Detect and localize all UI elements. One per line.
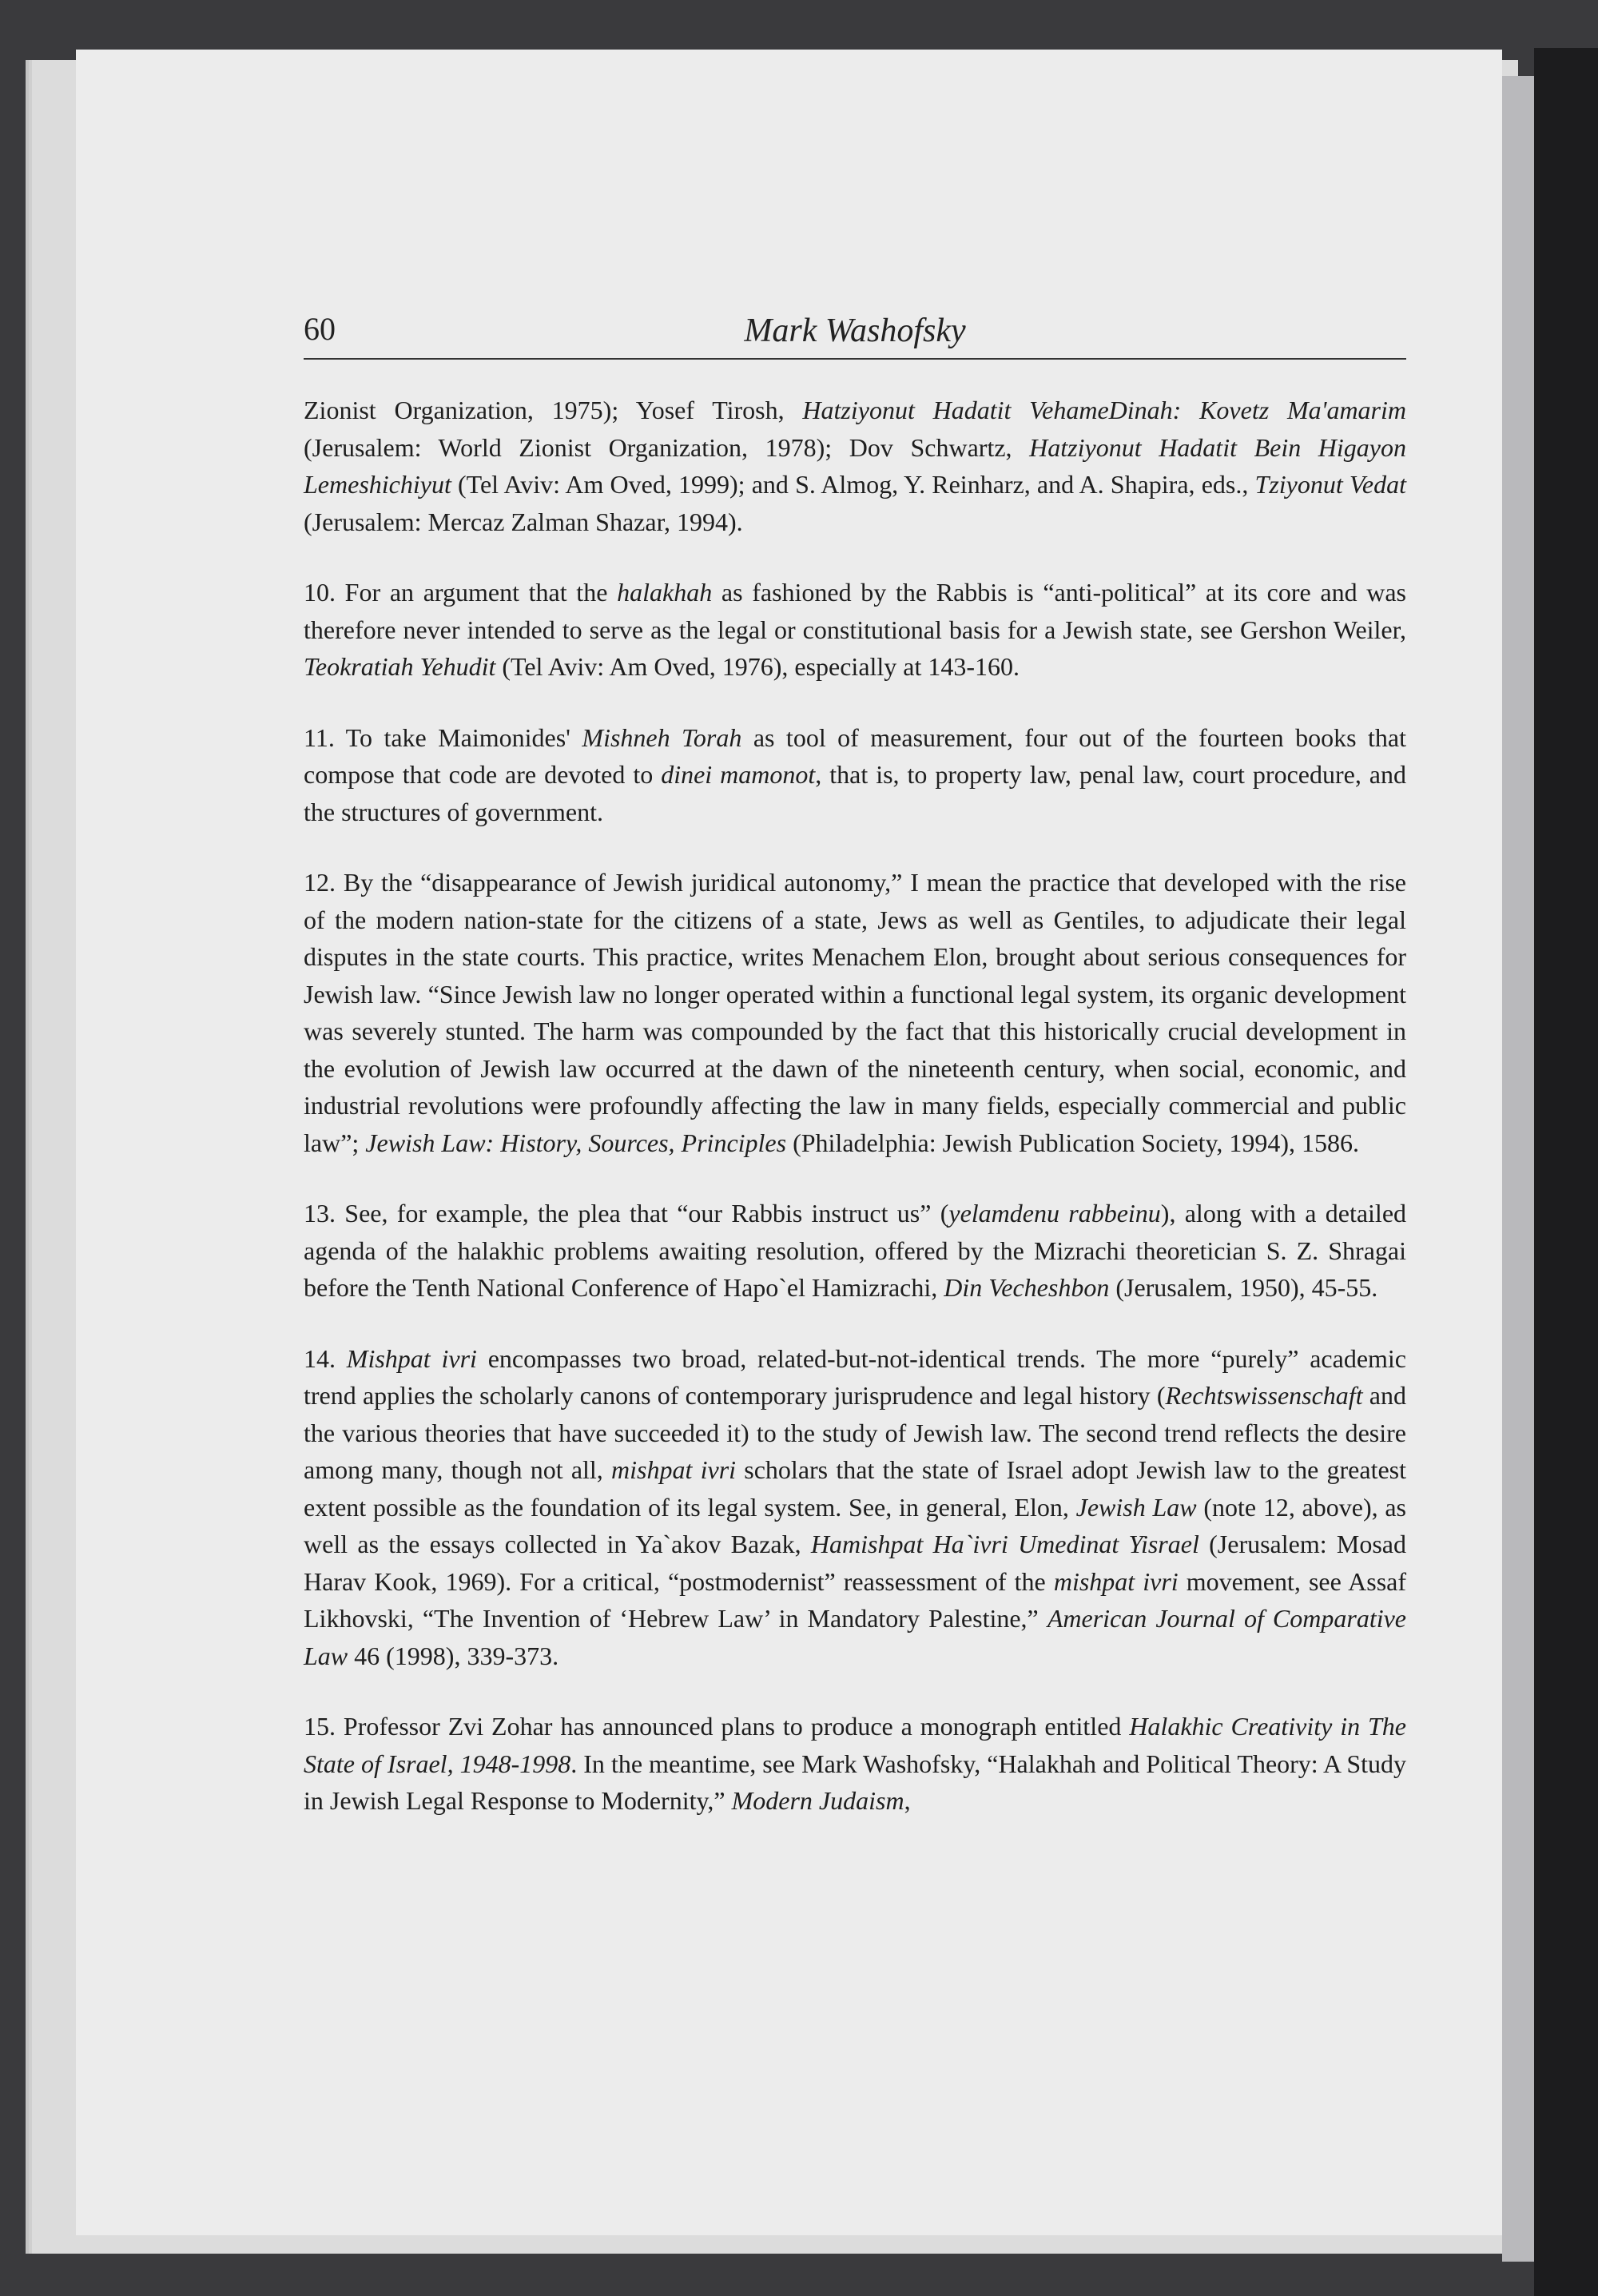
footnote-12: 12. By the “disappearance of Jewish juridical autonomy,” I mean the practice that developed with the rise of the modern nation-state for the citizens of a state, Jews as well as Gentiles, to adjudicate their legal disputes in the state courts. This practice, writes Menachem Elon, brought about serious consequences for Jewish law. “Since Jewish law no longer operated within a functional legal system, its organic development was severely stunted. The harm was compounded by the fact that this historically crucial development in the evolution of Jewish law occurred at the dawn of the nineteenth century, when social, economic, and industrial revolutions were profoundly affecting the law in many fields, especially commercial and public law”; Jewish Law: History, Sources, Principles (Philadelphia: Jewish Publication Society, 1994), 1586. xyxy=(304,868,1406,1157)
background-edge xyxy=(1534,48,1598,2296)
footnote-13: 13. See, for example, the plea that “our Rabbis instruct us” (yelamdenu rabbeinu), along with a detailed agenda of the halakhic problems awaiting resolution, offered by the Mizrachi theoretician S. Z. Shragai before the Tenth National Conference of Hapo`el Hamizrachi, Din Vecheshbon (Jerusalem, 1950), 45-55. xyxy=(304,1199,1407,1302)
page-header xyxy=(304,310,1406,360)
footnotes-body xyxy=(304,392,1406,1853)
footnote-15: 15. Professor Zvi Zohar has announced plans to produce a monograph entitled Halakhic Creativity in The State of Israel, 1948-1998. In the meantime, see Mark Washofsky, “Halakhah and Political Theory: A Study in Jewish Legal Response to Modernity,” Modern Judaism, xyxy=(304,1712,1407,1815)
running-title: Mark Washofsky xyxy=(744,312,966,349)
footnote-10: 10. For an argument that the halakhah as fashioned by the Rabbis is “anti-political” at its core and was therefore never intended to serve as the legal or constitutional basis for a Jewish state, see Gershon Weiler, Teokratiah Yehudit (Tel Aviv: Am Oved, 1976), especially at 143-160. xyxy=(304,578,1407,681)
footnote-14: 14. Mishpat ivri encompasses two broad, related-but-not-identical trends. The more “purely” academic trend applies the scholarly canons of contemporary jurisprudence and legal history (Rechtswissenschaft and the various theories that have succeeded it) to the study of Jewish law. The second trend reflects the desire among many, though not all, mishpat ivri scholars that the state of Israel adopt Jewish law to the greatest extent possible as the foundation of its legal system. See, in general, Elon, Jewish Law (note 12, above), as well as the essays collected in Ya`akov Bazak, Hamishpat Ha`ivri Umedinat Yisrael (Jerusalem: Mosad Harav Kook, 1969). For a critical, “postmodernist” reassessment of the mishpat ivri movement, see Assaf Likhovski, “The Invention of ‘Hebrew Law’ in Mandatory Palestine,” American Journal of Comparative Law 46 (1998), 339-373. xyxy=(304,1343,1407,1670)
footnote-11: 11. To take Maimonides' Mishneh Torah as tool of measurement, four out of the fourteen books that compose that code are devoted to dinei mamonot, that is, to property law, penal law, court procedure, and the structures of government. xyxy=(304,722,1407,826)
next-page-edge xyxy=(1502,76,1534,2262)
page-number: 60 xyxy=(304,311,336,347)
footnote-continuation: Zionist Organization, 1975); Yosef Tirosh, Hatziyonut Hadatit VehameDinah: Kovetz Ma'amarim (Jerusalem: World Zionist Organization, 1978); Dov Schwartz, Hatziyonut Hadatit Bein Higayon Lemeshichiyut (Tel Aviv: Am Oved, 1999); and S. Almog, Y. Reinharz, and A. Shapira, eds., Tziyonut Vedat (Jerusalem: Mercaz Zalman Shazar, 1994). xyxy=(304,396,1407,536)
